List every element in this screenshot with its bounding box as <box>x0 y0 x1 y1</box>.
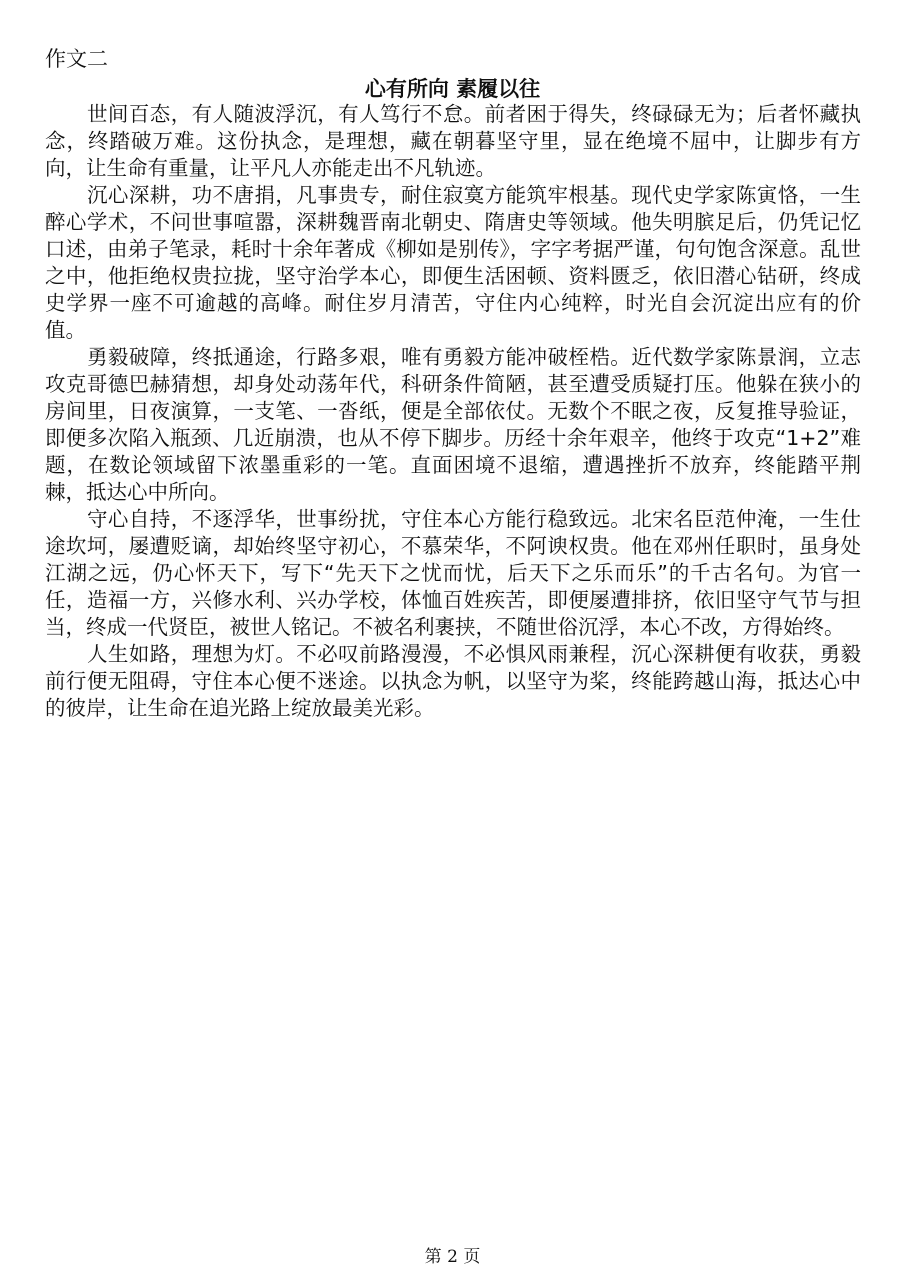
page-suffix: 页 <box>463 1247 481 1267</box>
page-number: 2 <box>447 1247 458 1267</box>
essay-label: 作文二 <box>45 47 108 71</box>
paragraph-3: 勇毅破障，终抵通途，行路多艰，唯有勇毅方能冲破桎梏。近代数学家陈景润，立志攻克哥德巴赫猜想，却身处动荡年代，科研条件简陋，甚至遭受质疑打压。他躲在狭小的房间里，日夜演算，一支笔、一沓纸，便是全部依仗。无数个不眠之夜，反复推导验证，即便多次陷入瓶颈、几近崩溃，也从不停下脚步。历经十余年艰辛，他终于攻克“1+2”难题，在数论领域留下浓墨重彩的一笔。直面困境不退缩，遭遇挫折不放弃，终能踏平荆棘，抵达心中所向。 <box>45 345 861 504</box>
paragraph-5: 人生如路，理想为灯。不必叹前路漫漫，不必惧风雨兼程，沉心深耕便有收获，勇毅前行便无阻碍，守住本心便不迷途。以执念为帆，以坚守为桨，终能跨越山海，抵达心中的彼岸，让生命在追光路上绽放最美光彩。 <box>45 642 861 720</box>
page-footer <box>0 1246 905 1268</box>
paragraph-2: 沉心深耕，功不唐捐，凡事贵专，耐住寂寞方能筑牢根基。现代史学家陈寅恪，一生醉心学术，不问世事喧嚣，深耕魏晋南北朝史、隋唐史等领域。他失明膑足后，仍凭记忆口述，由弟子笔录，耗时十余年著成《柳如是别传》，字字考据严谨，句句饱含深意。乱世之中，他拒绝权贵拉拢，坚守治学本心，即便生活困顿、资料匮乏，依旧潜心钻研，终成史学界一座不可逾越的高峰。耐住岁月清苦，守住内心纯粹，时光自会沉淀出应有的价值。 <box>45 183 861 342</box>
essay-body <box>45 101 861 722</box>
paragraph-1: 世间百态，有人随波浮沉，有人笃行不怠。前者困于得失，终碌碌无为；后者怀藏执念，终踏破万难。这份执念，是理想，藏在朝暮坚守里，显在绝境不屈中，让脚步有方向，让生命有重量，让平凡人亦能走出不凡轨迹。 <box>45 102 861 180</box>
paragraph-4: 守心自持，不逐浮华，世事纷扰，守住本心方能行稳致远。北宋名臣范仲淹，一生仕途坎坷，屡遭贬谪，却始终坚守初心，不慕荣华，不阿谀权贵。他在邓州任职时，虽身处江湖之远，仍心怀天下，写下“先天下之忧而忧，后天下之乐而乐”的千古名句。为官一任，造福一方，兴修水利、兴办学校，体恤百姓疾苦，即便屡遭排挤，依旧坚守气节与担当，终成一代贤臣，被世人铭记。不被名利裹挟，不随世俗沉浮，本心不改，方得始终。 <box>45 507 861 639</box>
essay-title: 心有所向 素履以往 <box>364 77 541 101</box>
page-prefix: 第 <box>424 1247 442 1267</box>
